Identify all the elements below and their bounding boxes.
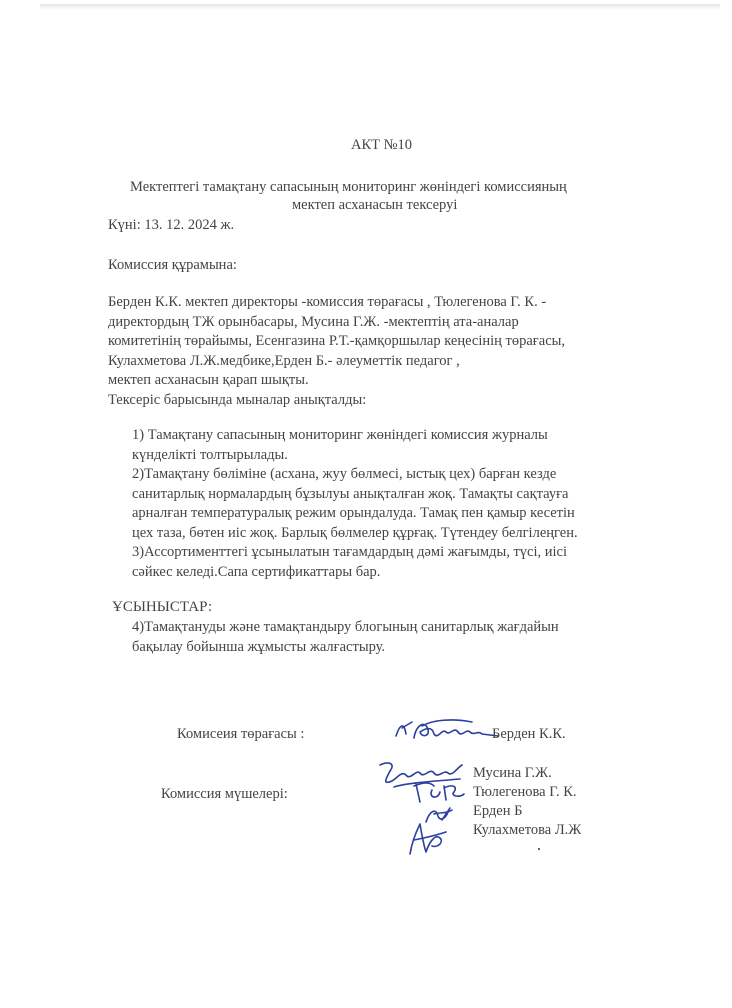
findings-line: 2)Тамақтану бөліміне (асхана, жуу бөлмесі, ыстық цех) барған кезде [132,466,557,482]
findings-line: цех таза, бөтен иіс жоқ. Барлық бөлмелер құрғақ. Түтендеу белгілеңген. [132,524,578,541]
recommendation-line: 4)Тамақтануды және тамақтандыру блогының санитарлық жағдайын [132,619,559,635]
document-title: АКТ №10 [351,137,412,153]
members-list [473,764,581,840]
composition-line: Кулахметова Л.Ж.медбике,Ерден Б.- әлеуметтік педагог , [108,352,460,369]
findings-line: санитарлық нормалардың бұзылуы анықталған жоқ. Тамақты сақтауға [132,485,569,502]
findings-list [132,426,578,582]
recommendations-heading: ҰСЫНЫСТАР: [112,599,213,615]
member-signature-2 [410,780,470,806]
scan-speck [538,848,540,850]
member-name: Кулахметова Л.Ж [473,822,582,838]
composition-paragraph [108,293,565,410]
composition-line: Берден К.К. мектеп директоры -комиссия төрағасы , Тюлегенова Г. К. - [108,294,547,310]
member-signature-4 [402,818,452,858]
scan-edge-shadow [40,4,720,10]
members-label: Комиссия мүшелері: [161,786,288,802]
member-name: Ерден Б [473,803,523,819]
recommendations-list [132,618,559,657]
composition-line: Тексеріс барысында мыналар анықталды: [108,391,367,408]
findings-line: арналған температуралық режим орындалуда. Тамақ пен қамыр кесетін [132,505,575,521]
document-subtitle-line-1: Мектептегі тамақтану сапасының мониторинг жөніндегі комиссияның [130,179,567,195]
document-date: Күні: 13. 12. 2024 ж. [108,217,235,233]
findings-line: күнделікті толтырылады. [132,446,288,463]
composition-line: мектеп асханасын қарап шықты. [108,372,309,388]
chair-name: Берден К.К. [492,726,566,742]
findings-line: сәйкес келеді.Сапа сертификаттары бар. [132,563,381,580]
findings-line: 3)Ассортименттегі ұсынылатын тағамдардың дәмі жағымды, түсі, иісі [132,544,568,560]
recommendation-line: бақылау бойынша жұмысты жалғастыру. [132,638,386,655]
composition-line: комитетінің төрайымы, Есенгазина Р.Т.-қамқоршылар кеңесінің төрағасы, [108,333,565,349]
composition-heading: Комиссия құрамына: [108,257,237,273]
composition-line: директордың ТЖ орынбасары, Мусина Г.Ж. -мектептің ата-аналар [108,313,519,330]
member-name: Тюлегенова Г. К. [473,784,577,800]
chair-label: Комисеия төрағасы : [177,726,305,742]
findings-line: 1) Тамақтану сапасының мониторинг жөніндегі комиссия журналы [132,427,548,443]
document-subtitle-line-2: мектеп асханасын тексеруі [292,197,458,213]
member-name: Мусина Г.Ж. [473,765,552,781]
chair-signature [392,714,502,746]
